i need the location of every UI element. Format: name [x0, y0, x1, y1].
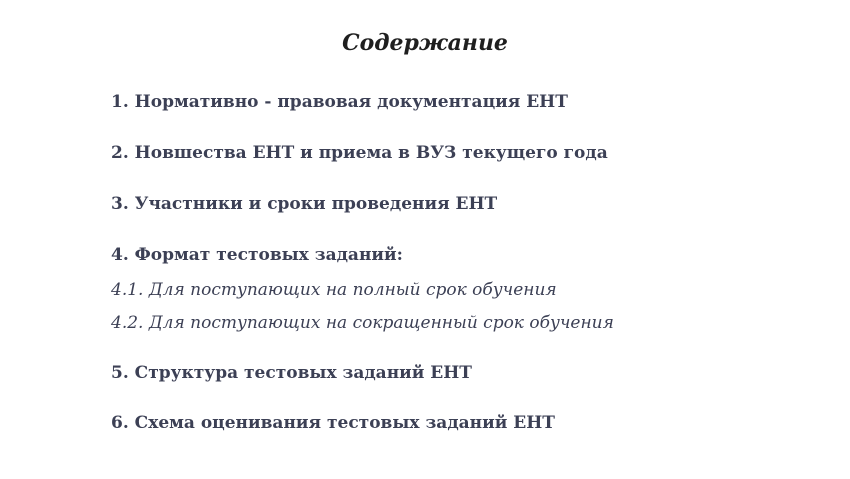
toc-subitem-4-1: 4.1. Для поступающих на полный срок обучения — [111, 280, 557, 300]
page-title: Содержание — [342, 30, 508, 56]
toc-item-6: 6. Схема оценивания тестовых заданий ЕНТ — [111, 413, 555, 433]
toc-item-2: 2. Новшества ЕНТ и приема в ВУЗ текущего года — [111, 143, 608, 163]
toc-item-3: 3. Участники и сроки проведения ЕНТ — [111, 194, 498, 214]
toc-item-4: 4. Формат тестовых заданий: — [111, 245, 403, 265]
toc-subitem-4-2: 4.2. Для поступающих на сокращенный срок обучения — [111, 313, 614, 333]
toc-item-5: 5. Структура тестовых заданий ЕНТ — [111, 363, 472, 383]
toc-item-1: 1. Нормативно - правовая документация ЕНТ — [111, 92, 568, 112]
